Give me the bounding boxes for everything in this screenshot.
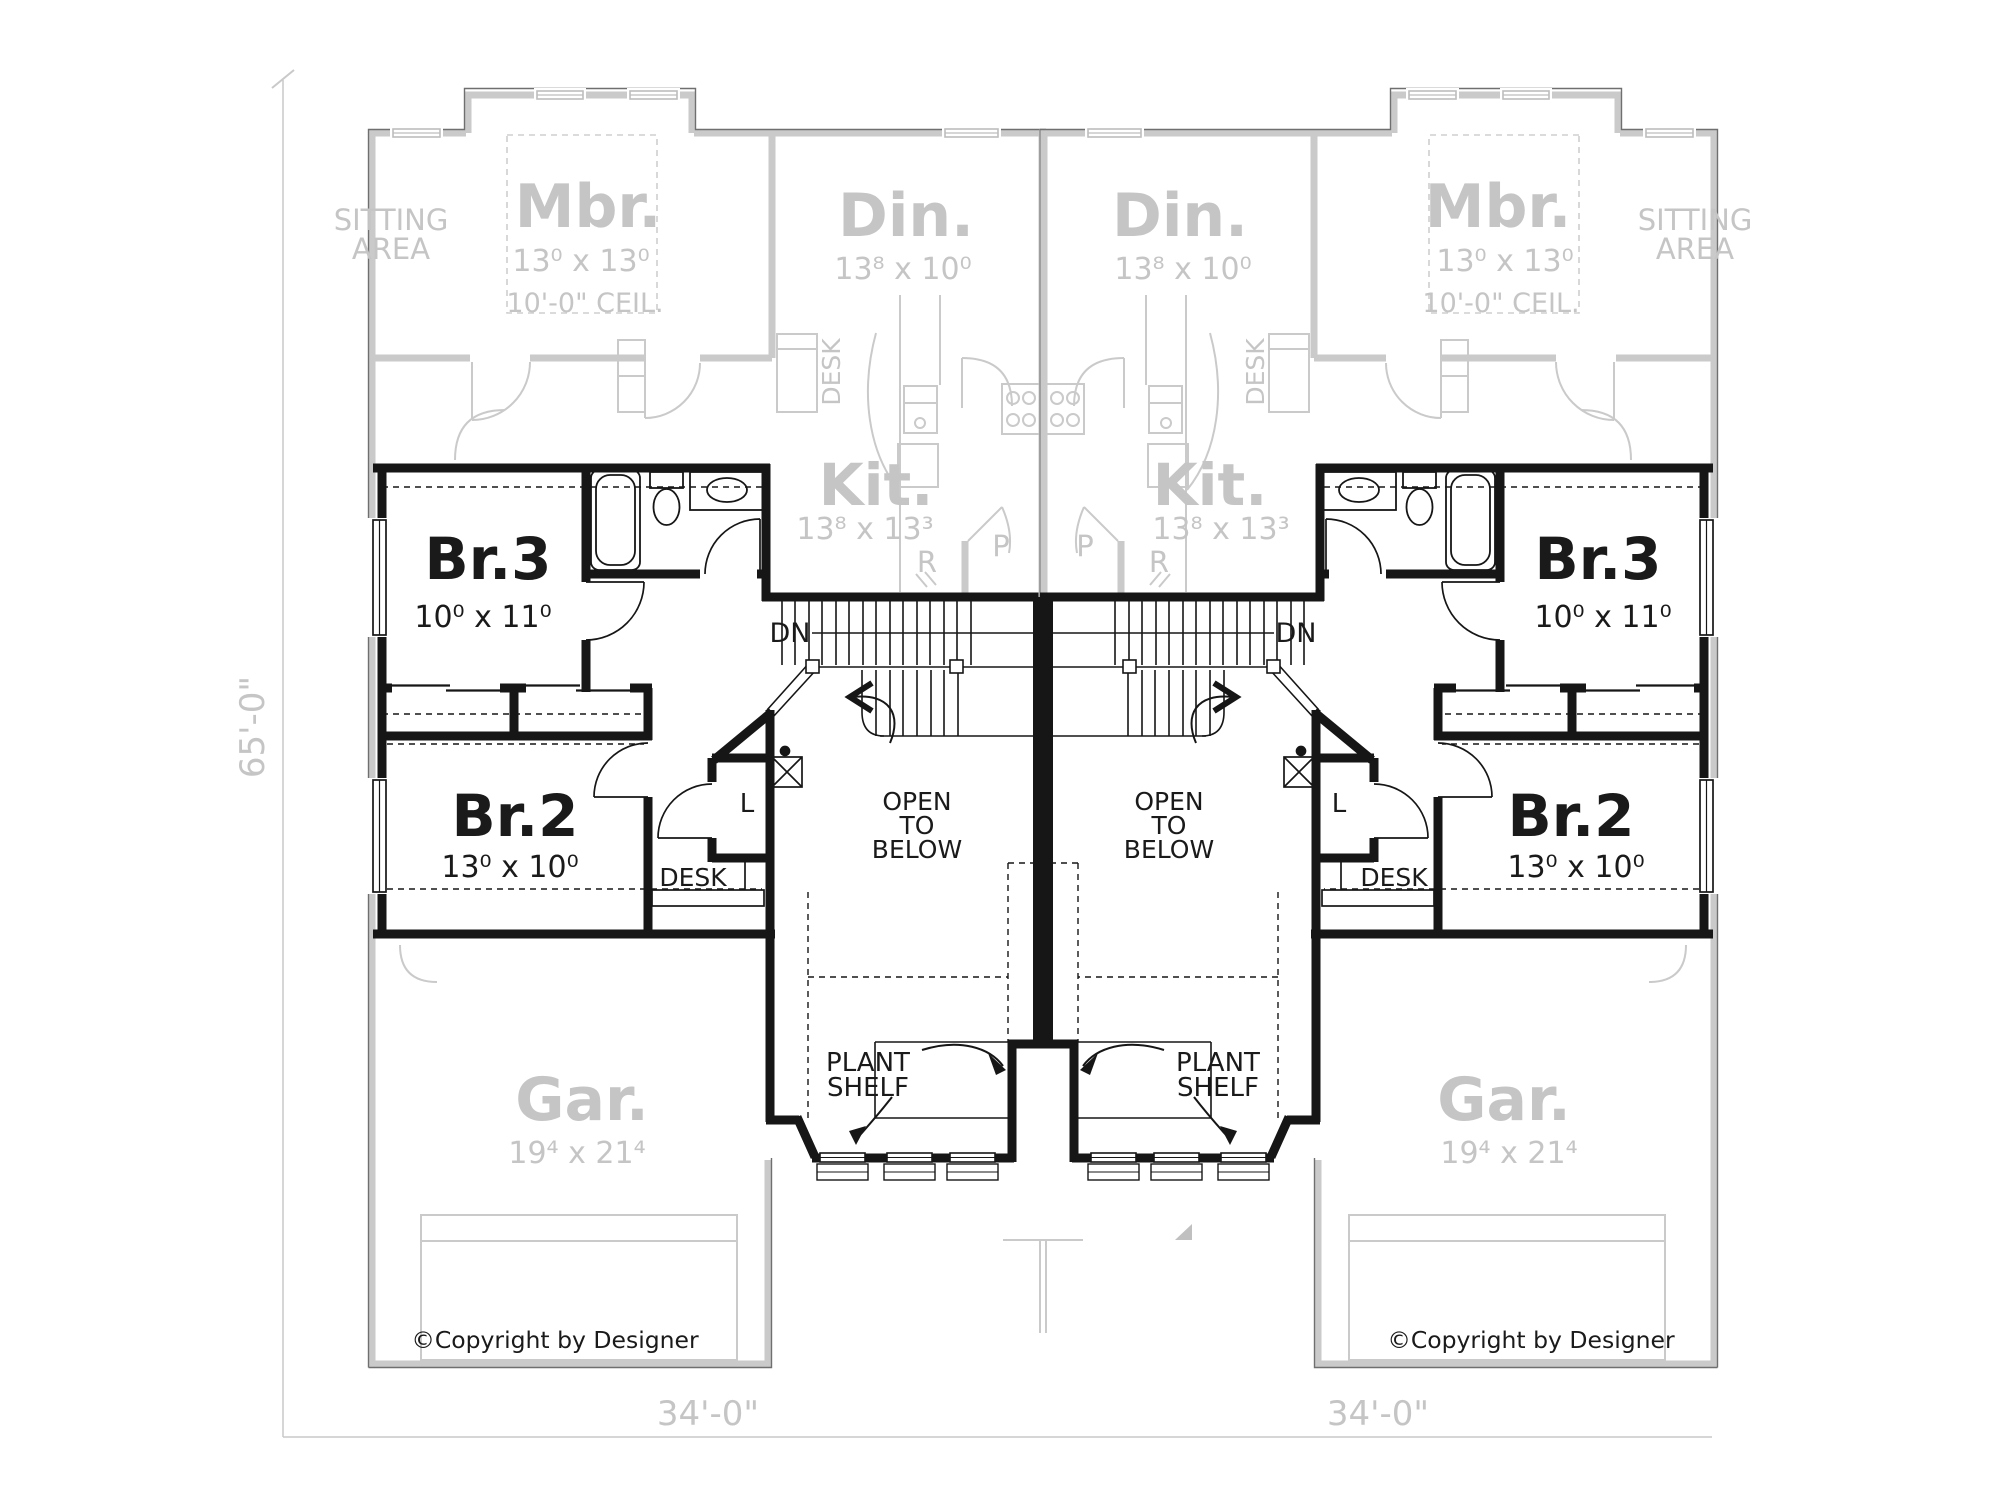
room-label-kit: Kit. xyxy=(1152,451,1268,519)
open-to-below-line1: OPEN xyxy=(882,787,952,816)
room-dims-kit: 13⁸ x 13³ xyxy=(796,512,934,547)
toilet-tank xyxy=(650,472,683,488)
desk-label-hall: DESK xyxy=(1360,863,1428,892)
room-label-kit: Kit. xyxy=(818,451,934,519)
plant-shelf-line2: SHELF xyxy=(1177,1073,1259,1103)
room-label-mbr: Mbr. xyxy=(1424,172,1572,242)
pantry-label: P xyxy=(1076,529,1094,563)
pantry-label: P xyxy=(992,529,1010,563)
open-to-below-line3: BELOW xyxy=(1123,835,1215,864)
desk-counter xyxy=(652,890,764,906)
door-stop xyxy=(781,747,790,756)
unit-width-dimension: 34'-0" xyxy=(1326,1394,1430,1434)
stairs-dn-label: DN xyxy=(769,618,811,649)
room-label-br2: Br.2 xyxy=(451,782,579,850)
room-label-br3: Br.3 xyxy=(424,525,552,593)
copyright-note: ©Copyright by Designer xyxy=(1387,1326,1675,1354)
room-dims-br3: 10⁰ x 11⁰ xyxy=(414,600,552,635)
room-label-br2: Br.2 xyxy=(1507,782,1635,850)
overall-depth-dimension: 65'-0" xyxy=(233,675,273,779)
open-to-below-line2: TO xyxy=(899,811,935,840)
ceiling-note-mbr: 10'-0" CEIL. xyxy=(506,288,664,319)
fridge-label: R xyxy=(916,545,938,579)
room-label-gar: Gar. xyxy=(1437,1065,1571,1135)
desk-label-dining: DESK xyxy=(817,338,846,406)
plant-shelf-line2: SHELF xyxy=(827,1073,909,1103)
bathtub xyxy=(591,470,640,570)
room-dims-mbr: 13⁰ x 13⁰ xyxy=(512,244,650,279)
entry-bay-windows xyxy=(817,1153,998,1180)
linen-label: L xyxy=(1331,789,1347,819)
newel-post xyxy=(806,660,819,673)
room-dims-gar: 19⁴ x 21⁴ xyxy=(1440,1136,1578,1171)
linen-label: L xyxy=(739,789,755,819)
open-to-below-line1: OPEN xyxy=(1134,787,1204,816)
room-dims-br3: 10⁰ x 11⁰ xyxy=(1534,600,1672,635)
bathroom-fixtures xyxy=(591,470,766,570)
newel-post xyxy=(950,660,963,673)
sitting-area-label-line1: SITTING xyxy=(1637,203,1753,237)
desk-label-dining: DESK xyxy=(1241,338,1270,406)
room-dims-mbr: 13⁰ x 13⁰ xyxy=(1436,244,1574,279)
plant-shelf-line1: PLANT xyxy=(1176,1048,1260,1078)
copyright-note: ©Copyright by Designer xyxy=(411,1326,699,1354)
room-dims-gar: 19⁴ x 21⁴ xyxy=(508,1136,646,1171)
toilet-bowl xyxy=(654,489,680,525)
unit-width-dimension: 34'-0" xyxy=(656,1394,760,1434)
sitting-area-label-line1: SITTING xyxy=(333,203,449,237)
sitting-area-label-line2: AREA xyxy=(1655,232,1735,266)
room-label-din: Din. xyxy=(1112,181,1248,251)
room-label-gar: Gar. xyxy=(515,1065,649,1135)
room-dims-din: 13⁸ x 10⁰ xyxy=(834,252,972,287)
room-dims-br2: 13⁰ x 10⁰ xyxy=(441,850,579,885)
room-dims-br2: 13⁰ x 10⁰ xyxy=(1507,850,1645,885)
stairs-dn-label: DN xyxy=(1275,618,1317,649)
open-to-below-line3: BELOW xyxy=(871,835,963,864)
sink xyxy=(707,478,747,502)
room-dims-kit: 13⁸ x 13³ xyxy=(1152,512,1290,547)
step-marker xyxy=(1175,1224,1192,1240)
room-label-din: Din. xyxy=(838,181,974,251)
desk-label-hall: DESK xyxy=(659,863,727,892)
room-label-br3: Br.3 xyxy=(1534,525,1662,593)
sitting-area-label-line2: AREA xyxy=(351,232,431,266)
open-to-below-line2: TO xyxy=(1151,811,1187,840)
plant-shelf-line1: PLANT xyxy=(826,1048,910,1078)
fridge-label: R xyxy=(1148,545,1170,579)
room-label-mbr: Mbr. xyxy=(514,172,662,242)
room-dims-din: 13⁸ x 10⁰ xyxy=(1114,252,1252,287)
ceiling-note-mbr: 10'-0" CEIL. xyxy=(1422,288,1580,319)
